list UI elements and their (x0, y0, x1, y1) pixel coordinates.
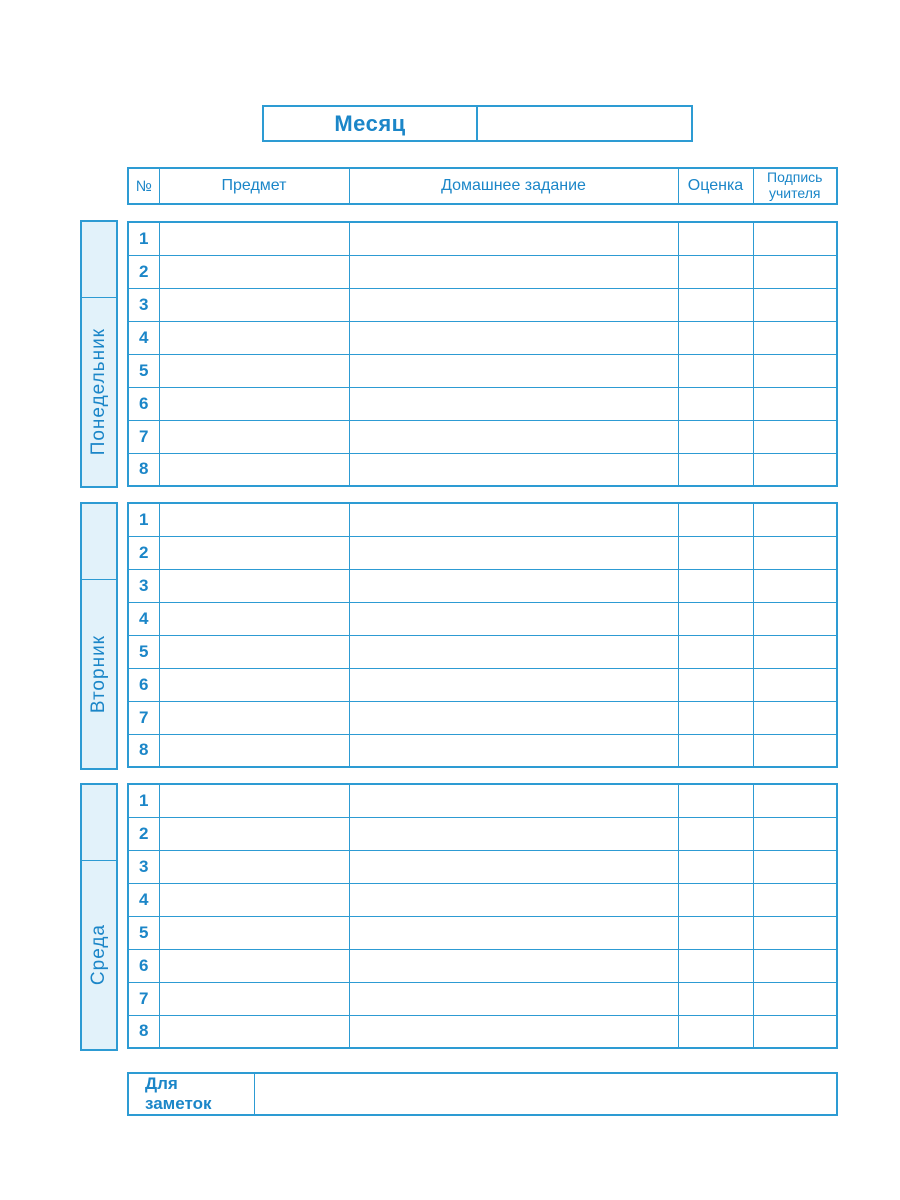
signature-cell[interactable] (753, 916, 837, 949)
lesson-number: 1 (128, 222, 159, 255)
day-tab-monday (80, 220, 118, 488)
col-header-grade: Оценка (678, 168, 753, 204)
homework-cell[interactable] (349, 850, 678, 883)
month-box (262, 105, 693, 142)
signature-cell[interactable] (753, 503, 837, 536)
table-row (128, 883, 837, 916)
homework-cell[interactable] (349, 817, 678, 850)
lesson-number: 6 (128, 668, 159, 701)
grade-cell[interactable] (678, 420, 753, 453)
homework-cell[interactable] (349, 635, 678, 668)
subject-cell[interactable] (159, 288, 349, 321)
table-row (128, 354, 837, 387)
lesson-number: 8 (128, 734, 159, 767)
grade-cell[interactable] (678, 503, 753, 536)
lesson-number: 2 (128, 255, 159, 288)
day-name-monday: Понедельник (88, 328, 109, 456)
signature-cell[interactable] (753, 784, 837, 817)
grade-cell[interactable] (678, 850, 753, 883)
subject-cell[interactable] (159, 503, 349, 536)
signature-cell[interactable] (753, 949, 837, 982)
notes-label: Для заметок (128, 1073, 254, 1115)
subject-cell[interactable] (159, 635, 349, 668)
grade-cell[interactable] (678, 569, 753, 602)
table-row (128, 635, 837, 668)
homework-cell[interactable] (349, 420, 678, 453)
grade-cell[interactable] (678, 635, 753, 668)
homework-cell[interactable] (349, 288, 678, 321)
signature-cell[interactable] (753, 354, 837, 387)
lesson-number: 8 (128, 1015, 159, 1048)
signature-cell[interactable] (753, 850, 837, 883)
subject-cell[interactable] (159, 883, 349, 916)
table-header (127, 167, 838, 205)
table-row (128, 569, 837, 602)
subject-cell[interactable] (159, 817, 349, 850)
grade-cell[interactable] (678, 949, 753, 982)
signature-cell[interactable] (753, 817, 837, 850)
signature-cell[interactable] (753, 222, 837, 255)
homework-cell[interactable] (349, 503, 678, 536)
homework-cell[interactable] (349, 734, 678, 767)
homework-cell[interactable] (349, 916, 678, 949)
lesson-number: 5 (128, 635, 159, 668)
homework-cell[interactable] (349, 602, 678, 635)
signature-cell[interactable] (753, 635, 837, 668)
grade-cell[interactable] (678, 1015, 753, 1048)
table-row (128, 387, 837, 420)
lesson-number: 4 (128, 602, 159, 635)
day-tab-upper-spacer (82, 504, 116, 580)
day-tab-wednesday (80, 783, 118, 1051)
grade-cell[interactable] (678, 784, 753, 817)
homework-cell[interactable] (349, 883, 678, 916)
signature-cell[interactable] (753, 420, 837, 453)
table-row (128, 321, 837, 354)
table-row (128, 288, 837, 321)
homework-cell[interactable] (349, 701, 678, 734)
grade-cell[interactable] (678, 453, 753, 486)
table-row (128, 949, 837, 982)
signature-cell[interactable] (753, 288, 837, 321)
lesson-number: 1 (128, 503, 159, 536)
notes-field[interactable] (254, 1073, 837, 1115)
col-header-signature: Подпись учителя (753, 168, 837, 204)
day-tab-tuesday (80, 502, 118, 770)
grade-cell[interactable] (678, 321, 753, 354)
day-name-wednesday: Среда (88, 924, 109, 986)
homework-cell[interactable] (349, 222, 678, 255)
notes-box (127, 1072, 838, 1116)
day-tab-upper-spacer (82, 785, 116, 861)
table-row (128, 916, 837, 949)
grade-cell[interactable] (678, 288, 753, 321)
signature-cell[interactable] (753, 387, 837, 420)
homework-cell[interactable] (349, 569, 678, 602)
homework-cell[interactable] (349, 982, 678, 1015)
homework-cell[interactable] (349, 949, 678, 982)
grade-cell[interactable] (678, 817, 753, 850)
subject-cell[interactable] (159, 453, 349, 486)
lesson-number: 2 (128, 817, 159, 850)
homework-cell[interactable] (349, 1015, 678, 1048)
table-row (128, 255, 837, 288)
lessons-table-monday (127, 221, 838, 487)
homework-cell[interactable] (349, 255, 678, 288)
lesson-number: 7 (128, 701, 159, 734)
subject-cell[interactable] (159, 1015, 349, 1048)
lessons-table-wednesday (127, 783, 838, 1049)
lesson-number: 4 (128, 883, 159, 916)
homework-cell[interactable] (349, 536, 678, 569)
subject-cell[interactable] (159, 255, 349, 288)
lessons-table-tuesday (127, 502, 838, 768)
signature-cell[interactable] (753, 1015, 837, 1048)
subject-cell[interactable] (159, 420, 349, 453)
subject-cell[interactable] (159, 387, 349, 420)
table-row (128, 536, 837, 569)
signature-cell[interactable] (753, 668, 837, 701)
grade-cell[interactable] (678, 668, 753, 701)
subject-cell[interactable] (159, 569, 349, 602)
subject-cell[interactable] (159, 321, 349, 354)
table-row (128, 668, 837, 701)
col-header-subject: Предмет (159, 168, 349, 204)
subject-cell[interactable] (159, 536, 349, 569)
signature-cell[interactable] (753, 321, 837, 354)
table-row (128, 701, 837, 734)
signature-cell[interactable] (753, 453, 837, 486)
subject-cell[interactable] (159, 222, 349, 255)
signature-cell[interactable] (753, 701, 837, 734)
grade-cell[interactable] (678, 734, 753, 767)
table-row (128, 222, 837, 255)
table-row (128, 503, 837, 536)
subject-cell[interactable] (159, 668, 349, 701)
homework-cell[interactable] (349, 387, 678, 420)
day-name-tuesday: Вторник (88, 634, 109, 714)
col-header-homework: Домашнее задание (349, 168, 678, 204)
table-row (128, 734, 837, 767)
grade-cell[interactable] (678, 354, 753, 387)
lesson-number: 7 (128, 982, 159, 1015)
table-row (128, 453, 837, 486)
table-row (128, 602, 837, 635)
grade-cell[interactable] (678, 883, 753, 916)
homework-cell[interactable] (349, 453, 678, 486)
col-header-number: № (128, 168, 159, 204)
lesson-number: 5 (128, 916, 159, 949)
grade-cell[interactable] (678, 701, 753, 734)
subject-cell[interactable] (159, 982, 349, 1015)
grade-cell[interactable] (678, 255, 753, 288)
lesson-number: 6 (128, 949, 159, 982)
grade-cell[interactable] (678, 916, 753, 949)
table-row (128, 784, 837, 817)
subject-cell[interactable] (159, 354, 349, 387)
table-row (128, 982, 837, 1015)
homework-cell[interactable] (349, 668, 678, 701)
signature-cell[interactable] (753, 602, 837, 635)
signature-cell[interactable] (753, 734, 837, 767)
signature-cell[interactable] (753, 255, 837, 288)
lesson-number: 3 (128, 288, 159, 321)
lesson-number: 5 (128, 354, 159, 387)
subject-cell[interactable] (159, 734, 349, 767)
grade-cell[interactable] (678, 222, 753, 255)
homework-cell[interactable] (349, 321, 678, 354)
table-row (128, 817, 837, 850)
grade-cell[interactable] (678, 982, 753, 1015)
subject-cell[interactable] (159, 916, 349, 949)
signature-cell[interactable] (753, 569, 837, 602)
grade-cell[interactable] (678, 387, 753, 420)
subject-cell[interactable] (159, 949, 349, 982)
lesson-number: 4 (128, 321, 159, 354)
grade-cell[interactable] (678, 536, 753, 569)
homework-cell[interactable] (349, 354, 678, 387)
homework-cell[interactable] (349, 784, 678, 817)
subject-cell[interactable] (159, 602, 349, 635)
month-value-field[interactable] (478, 107, 691, 140)
lesson-number: 6 (128, 387, 159, 420)
lesson-number: 2 (128, 536, 159, 569)
signature-cell[interactable] (753, 883, 837, 916)
day-tab-upper-spacer (82, 222, 116, 298)
subject-cell[interactable] (159, 701, 349, 734)
subject-cell[interactable] (159, 784, 349, 817)
table-row (128, 1015, 837, 1048)
lesson-number: 8 (128, 453, 159, 486)
subject-cell[interactable] (159, 850, 349, 883)
signature-cell[interactable] (753, 982, 837, 1015)
signature-cell[interactable] (753, 536, 837, 569)
grade-cell[interactable] (678, 602, 753, 635)
lesson-number: 1 (128, 784, 159, 817)
lesson-number: 3 (128, 569, 159, 602)
month-label: Месяц (264, 107, 478, 140)
table-row (128, 850, 837, 883)
lesson-number: 3 (128, 850, 159, 883)
table-row (128, 420, 837, 453)
lesson-number: 7 (128, 420, 159, 453)
